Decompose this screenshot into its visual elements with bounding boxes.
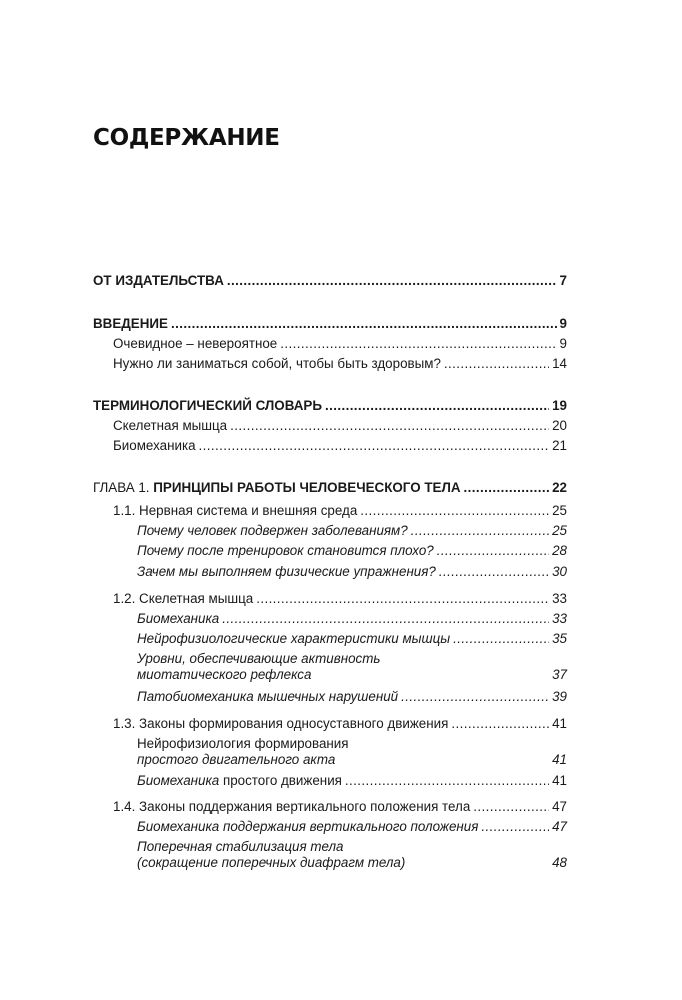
toc-entry-title: Очевидное – невероятное — [113, 336, 278, 351]
toc-entry-1-1-c[interactable] — [137, 564, 567, 580]
dot-leader — [345, 773, 549, 789]
toc-entry-1-3[interactable] — [113, 716, 567, 732]
toc-entry-page: 35 — [552, 631, 567, 646]
toc-entry-1-3-b[interactable] — [137, 773, 567, 789]
page-title: СОДЕРЖАНИЕ — [93, 125, 280, 151]
dot-leader — [325, 398, 549, 414]
toc-entry-title-italic: Биомеханика — [137, 773, 220, 788]
dot-leader — [481, 819, 549, 835]
toc-entry-page: 48 — [552, 855, 567, 870]
toc-entry-1-1-b[interactable] — [137, 543, 567, 559]
toc-entry-page: 47 — [552, 819, 567, 834]
dot-leader — [401, 689, 549, 705]
toc-entry-page: 25 — [552, 503, 567, 518]
toc-entry-1-1-a[interactable] — [137, 523, 567, 539]
toc-entry-page: 9 — [559, 336, 567, 351]
chapter-prefix: ГЛАВА 1. — [93, 480, 150, 495]
toc-entry-page: 41 — [552, 716, 567, 731]
toc-entry-title-rest: простого движения — [219, 773, 342, 788]
toc-entry-title: ВВЕДЕНИЕ — [93, 316, 168, 331]
toc-entry-title-line1: Поперечная стабилизация тела — [137, 839, 344, 854]
dot-leader — [171, 316, 557, 332]
toc-entry-title: 1.4. Законы поддержания вертикального положения тела — [113, 799, 471, 814]
toc-entry-title: ОТ ИЗДАТЕЛЬСТВА — [93, 273, 224, 288]
dot-leader — [230, 418, 549, 434]
toc-entry-glossary[interactable] — [93, 398, 567, 414]
toc-entry-page: 19 — [552, 398, 567, 413]
toc-entry-publisher[interactable] — [93, 273, 567, 289]
toc-entry-page: 41 — [552, 752, 567, 767]
toc-entry-title: 1.3. Законы формирования односуставного движения — [113, 716, 449, 731]
toc-entry-title: ПРИНЦИПЫ РАБОТЫ ЧЕЛОВЕЧЕСКОГО ТЕЛА — [153, 480, 461, 495]
toc-entry-1-2-b[interactable] — [137, 631, 567, 647]
toc-entry-title-line2: простого двигательного акта — [137, 752, 336, 767]
toc-entry-1-2-d[interactable] — [137, 689, 567, 705]
toc-entry-glossary-1[interactable] — [113, 418, 567, 434]
dot-leader — [411, 523, 549, 539]
toc-entry-title: 1.2. Скелетная мышца — [113, 591, 254, 606]
toc-entry-title: Нейрофизиологические характеристики мышцы — [137, 631, 451, 646]
toc-entry-1-2-a[interactable] — [137, 611, 567, 627]
toc-entry-title: Скелетная мышца — [113, 418, 228, 433]
dot-leader — [439, 564, 549, 580]
dot-leader — [473, 799, 549, 815]
toc-entry-title: Почему человек подвержен заболеваниям? — [137, 523, 408, 538]
dot-leader — [280, 336, 556, 352]
toc-entry-page: 37 — [552, 667, 567, 682]
toc-entry-page: 41 — [552, 773, 567, 788]
toc-entry-page: 20 — [552, 418, 567, 433]
toc-entry-1-4-b[interactable] — [137, 839, 567, 871]
dot-leader — [199, 438, 550, 454]
toc-entry-page: 22 — [552, 480, 567, 495]
toc-entry-title-line2: миотатического рефлекса — [137, 667, 312, 682]
toc-entry-page: 25 — [552, 523, 567, 538]
toc-entry-intro-1[interactable] — [113, 336, 567, 352]
toc-entry-page: 28 — [552, 543, 567, 558]
toc-entry-intro[interactable] — [93, 316, 567, 332]
toc-entry-page: 9 — [559, 316, 567, 331]
dot-leader — [464, 480, 550, 496]
toc-entry-title-line1: Уровни, обеспечивающие активность — [137, 651, 381, 666]
dot-leader — [222, 611, 549, 627]
toc-entry-glossary-2[interactable] — [113, 438, 567, 454]
toc-entry-1-3-a[interactable] — [137, 736, 567, 768]
toc-entry-page: 14 — [552, 356, 567, 371]
toc-entry-title-line1: Нейрофизиология формирования — [137, 736, 349, 751]
toc-entry-1-4-a[interactable] — [137, 819, 567, 835]
toc-entry-page: 30 — [552, 564, 567, 579]
dot-leader — [444, 356, 549, 372]
toc-entry-title: ТЕРМИНОЛОГИЧЕСКИЙ СЛОВАРЬ — [93, 398, 322, 413]
toc-entry-title-line2: (сокращение поперечных диафрагм тела) — [137, 855, 406, 870]
dot-leader — [227, 273, 557, 289]
toc-entry-1-2-c[interactable] — [137, 651, 567, 683]
toc-entry-title: Биомеханика — [137, 611, 220, 626]
toc-entry-page: 47 — [552, 799, 567, 814]
toc-entry-page: 33 — [552, 611, 567, 626]
dot-leader — [451, 716, 549, 732]
toc-entry-page: 21 — [552, 438, 567, 453]
dot-leader — [360, 503, 549, 519]
dot-leader — [453, 631, 549, 647]
toc-entry-intro-2[interactable] — [113, 356, 567, 372]
toc-entry-title: 1.1. Нервная система и внешняя среда — [113, 503, 358, 518]
toc-entry-1-4[interactable] — [113, 799, 567, 815]
toc-entry-title: Биомеханика поддержания вертикального положения — [137, 819, 479, 834]
toc-entry-title: Зачем мы выполняем физические упражнения? — [137, 564, 436, 579]
toc-entry-1-2[interactable] — [113, 591, 567, 607]
toc-entry-title: Почему после тренировок становится плохо? — [137, 543, 434, 558]
toc-entry-title: Нужно ли заниматься собой, чтобы быть здоровым? — [113, 356, 441, 371]
toc-entry-page: 33 — [552, 591, 567, 606]
toc-entry-title: Патобиомеханика мышечных нарушений — [137, 689, 399, 704]
toc-entry-page: 39 — [552, 689, 567, 704]
toc-entry-title: Биомеханика — [113, 438, 196, 453]
toc-entry-chapter-1[interactable] — [93, 480, 567, 496]
dot-leader — [256, 591, 549, 607]
toc-entry-page: 7 — [559, 273, 567, 288]
dot-leader — [437, 543, 549, 559]
toc-entry-1-1[interactable] — [113, 503, 567, 519]
